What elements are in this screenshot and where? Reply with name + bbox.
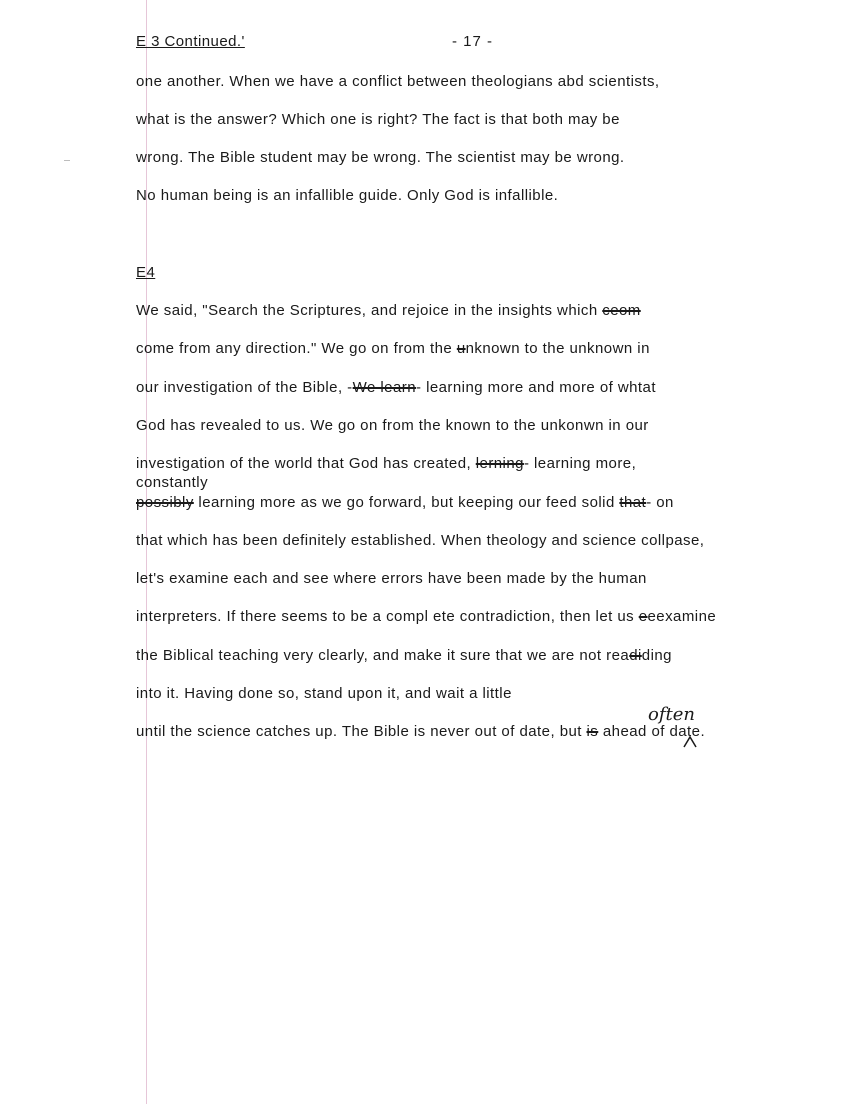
text-line: our investigation of the Bible, -We learn- learning more and more of whtat: [136, 379, 656, 396]
section-label: E 3 Continued.': [136, 33, 245, 50]
svg-text:often: often: [648, 704, 695, 725]
text-line: No human being is an infallible guide. Only God is infallible.: [136, 187, 559, 204]
text-line: that which has been definitely established. When theology and science collpase,: [136, 532, 705, 549]
text-line-insert: constantly: [136, 474, 209, 491]
text-line: wrong. The Bible student may be wrong. The scientist may be wrong.: [136, 149, 625, 166]
caret-mark: [684, 737, 696, 747]
text-line: into it. Having done so, stand upon it, and wait a little: [136, 685, 512, 702]
text-line: the Biblical teaching very clearly, and make it sure that we are not readiding: [136, 647, 672, 664]
handwritten-insert-often: [644, 700, 734, 750]
text-line: possibly learning more as we go forward, but keeping our feed solid that- on: [136, 494, 674, 511]
section-heading: E4: [136, 264, 156, 281]
text-line: come from any direction." We go on from the unknown to the unknown in: [136, 340, 650, 357]
text-line: until the science catches up. The Bible is never out of date, but is ahead of date.: [136, 723, 706, 740]
page-number: - 17 -: [452, 33, 494, 50]
text-line: God has revealed to us. We go on from the known to the unkonwn in our: [136, 417, 649, 434]
text-line: let's examine each and see where errors have been made by the human: [136, 570, 647, 587]
text-line: interpreters. If there seems to be a compl ete contradiction, then let us eeexamine: [136, 608, 717, 625]
text-line: what is the answer? Which one is right? The fact is that both may be: [136, 111, 620, 128]
stray-mark: [64, 160, 70, 161]
text-line: investigation of the world that God has created, lerning- learning more,: [136, 455, 637, 472]
text-line: We said, "Search the Scriptures, and rejoice in the insights which ceom: [136, 302, 641, 319]
text-line: one another. When we have a conflict between theologians abd scientists,: [136, 73, 660, 90]
